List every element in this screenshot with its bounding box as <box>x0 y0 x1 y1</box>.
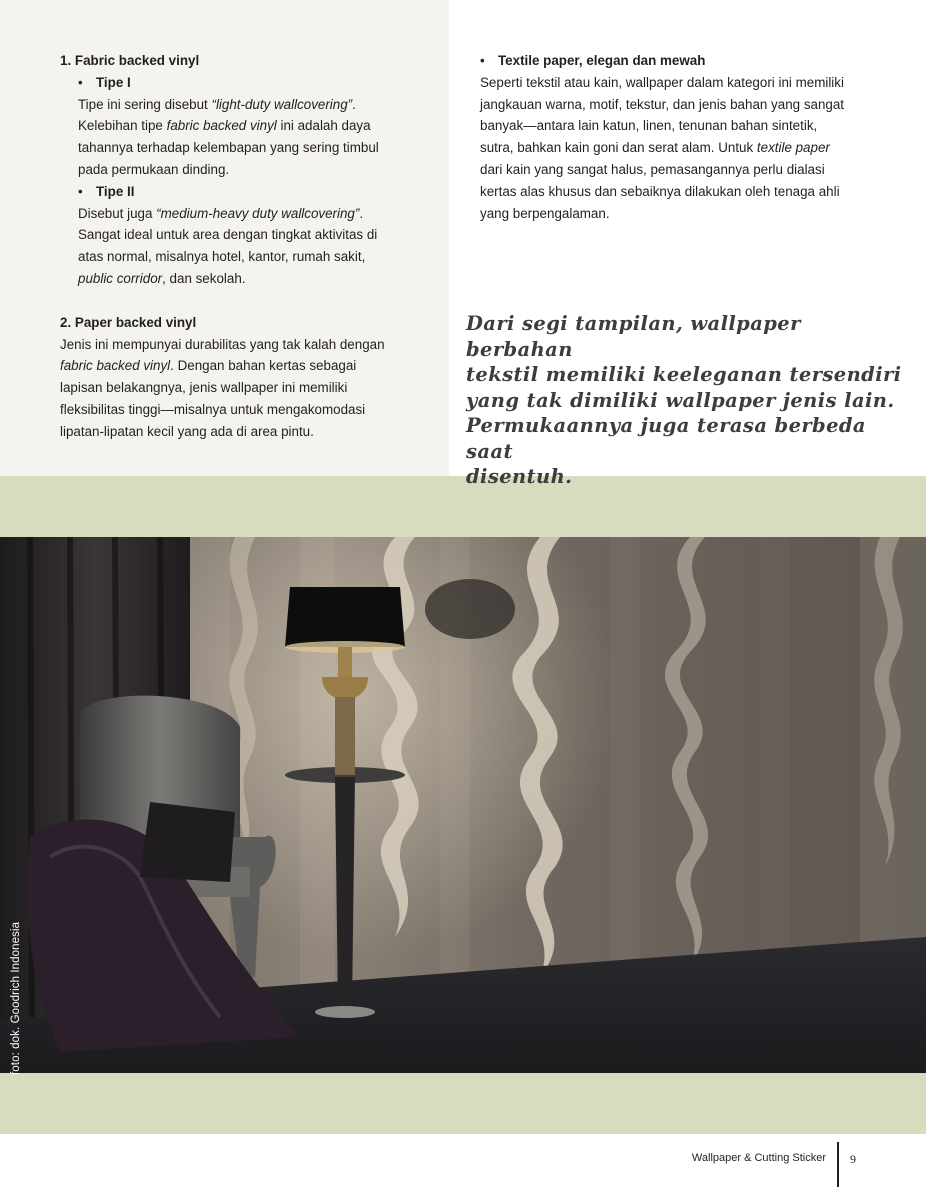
textile-paper-label: Textile paper, elegan dan mewah <box>498 53 706 68</box>
text-line: sutra, bahkan kain goni dan serat alam. Untuk textile paper <box>480 140 830 156</box>
section-heading-paper-backed-vinyl: 2. Paper backed vinyl <box>60 314 197 330</box>
quote-line: Permukaannya juga terasa berbeda saat <box>466 414 866 463</box>
page-number: 9 <box>850 1152 856 1166</box>
bullet-icon: • <box>78 74 83 90</box>
quote-line: Dari segi tampilan, wallpaper berbahan <box>466 312 801 361</box>
quote-line: tekstil memiliki keeleganan tersendiri <box>466 363 902 386</box>
text-line: pada permukaan dinding. <box>78 161 230 177</box>
tipe-1-paragraph <box>78 94 420 181</box>
text-line: Kelebihan tipe fabric backed vinyl ini adalah daya <box>78 118 371 134</box>
section-heading-fabric-backed-vinyl: 1. Fabric backed vinyl <box>60 53 200 68</box>
paper-backed-vinyl-paragraph <box>60 334 420 443</box>
tipe-2-label: Tipe II <box>96 183 135 199</box>
text-line: yang berpengalaman. <box>480 205 610 221</box>
text-line: lapisan belakangnya, jenis wallpaper ini memiliki <box>60 380 348 396</box>
room-photo <box>0 537 926 1073</box>
text-line: Sangat ideal untuk area dengan tingkat aktivitas di <box>78 227 378 243</box>
text-line: fabric backed vinyl. Dengan bahan kertas sebagai <box>60 358 357 374</box>
quote-line: disentuh. <box>466 465 573 488</box>
photo-credit: foto: dok. Goodrich Indonesia <box>10 921 22 1075</box>
footer-divider <box>837 1142 839 1187</box>
right-text-column <box>480 50 890 224</box>
sub-heading-tipe-1 <box>78 72 420 94</box>
tipe-1-label: Tipe I <box>96 74 131 90</box>
text-line: tahannya terhadap kelembapan yang sering timbul <box>78 140 379 156</box>
text-line: fleksibilitas tinggi—misalnya untuk mengakomodasi <box>60 401 366 417</box>
text-line: Seperti tekstil atau kain, wallpaper dalam kategori ini memiliki <box>480 74 844 90</box>
pull-quote <box>466 311 906 490</box>
left-text-column <box>60 50 420 443</box>
cushion <box>140 802 235 882</box>
text-line: public corridor, dan sekolah. <box>78 270 246 286</box>
text-line: jangkauan warna, motif, tekstur, dan jenis bahan yang sangat <box>480 96 845 112</box>
footer-publication-title: Wallpaper & Cutting Sticker <box>691 1152 826 1164</box>
text-line: dari kain yang sangat halus, pemasangannya perlu dialasi <box>480 161 825 177</box>
text-line: kertas alas khusus dan sebaiknya dilakukan oleh tenaga ahli <box>480 183 840 199</box>
section-heading-textile-paper <box>480 50 890 72</box>
sub-heading-tipe-2 <box>78 181 420 203</box>
tipe-2-paragraph <box>78 203 420 290</box>
bullet-icon: • <box>78 183 83 199</box>
text-line: lipatan-lipatan kecil yang ada di area pintu. <box>60 423 314 439</box>
textile-paper-paragraph <box>480 72 890 225</box>
quote-line: yang tak dimiliki wallpaper jenis lain. <box>466 388 895 412</box>
text-line: Tipe ini sering disebut “light-duty wallcovering”. <box>78 96 356 112</box>
text-line: Disebut juga “medium-heavy duty wallcovering”. <box>78 205 364 221</box>
bullet-icon: • <box>480 53 485 68</box>
text-line: atas normal, misalnya hotel, kantor, rumah sakit, <box>78 249 366 265</box>
text-line: Jenis ini mempunyai durabilitas yang tak kalah dengan <box>60 336 385 352</box>
text-line: banyak—antara lain katun, linen, tenunan bahan sintetik, <box>480 118 818 134</box>
lamp-shadow <box>425 579 515 639</box>
